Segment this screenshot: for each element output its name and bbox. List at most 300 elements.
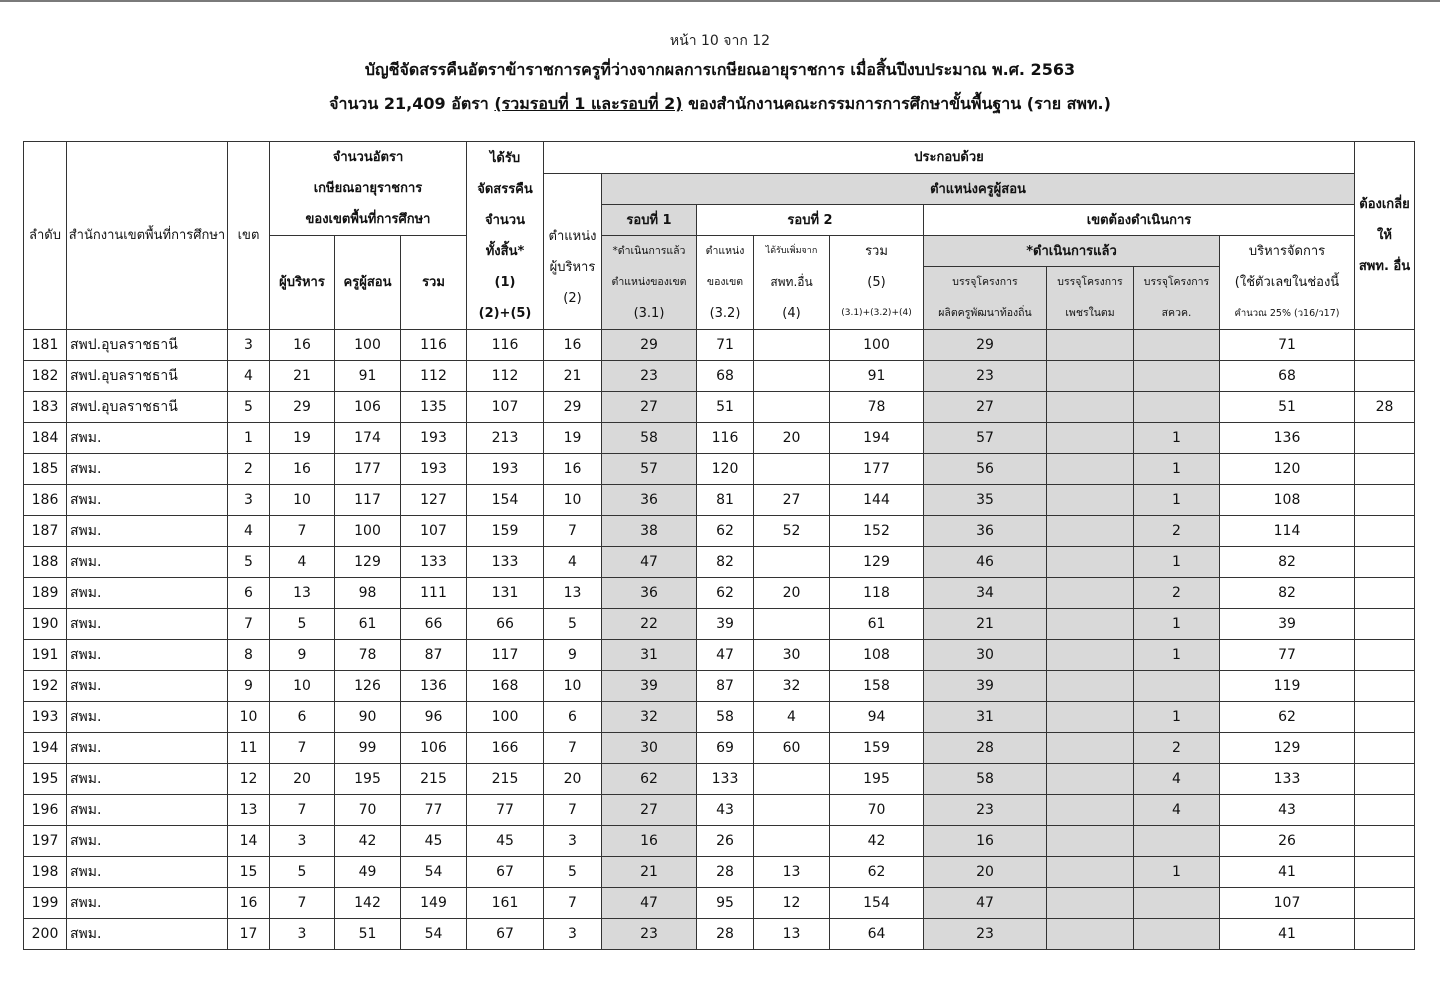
cell-r2-extra xyxy=(754,795,830,826)
cell-admin: 16 xyxy=(270,454,335,485)
cell-r1: 58 xyxy=(602,423,697,454)
table-row xyxy=(24,516,1415,547)
cell-r2-extra: 13 xyxy=(754,857,830,888)
col-project-skwk: บรรจุโครงการ สควค. xyxy=(1134,267,1220,330)
col-office: สำนักงานเขตพื้นที่การศึกษา xyxy=(67,142,228,330)
cell-teacher: 106 xyxy=(335,392,401,423)
cell-admin: 21 xyxy=(270,361,335,392)
cell-admin: 7 xyxy=(270,516,335,547)
cell-pos-admin: 6 xyxy=(544,702,602,733)
cell-pos-admin: 20 xyxy=(544,764,602,795)
cell-pos-admin: 7 xyxy=(544,888,602,919)
cell-zone: 3 xyxy=(228,485,270,516)
page-number: หน้า 10 จาก 12 xyxy=(669,33,771,49)
cell-proj1: 34 xyxy=(924,578,1047,609)
cell-admin: 7 xyxy=(270,795,335,826)
cell-r2-extra: 52 xyxy=(754,516,830,547)
cell-r2-zone: 120 xyxy=(697,454,754,485)
table-row xyxy=(24,919,1415,950)
cell-got: 154 xyxy=(467,485,544,516)
cell-teacher: 177 xyxy=(335,454,401,485)
cell-office: สพม. xyxy=(67,516,228,547)
subtitle-part-b: ของสำนักงานคณะกรรมการการศึกษาขั้นพื้นฐาน (ราย สพท.) xyxy=(682,94,1111,113)
cell-pos-admin: 7 xyxy=(544,795,602,826)
cell-teacher: 49 xyxy=(335,857,401,888)
cell-r2-zone: 51 xyxy=(697,392,754,423)
col-total: รวม (5) (3.1)+(3.2)+(4) xyxy=(830,236,924,330)
cell-teacher: 129 xyxy=(335,547,401,578)
cell-r2-zone: 28 xyxy=(697,919,754,950)
cell-got: 168 xyxy=(467,671,544,702)
cell-no: 195 xyxy=(24,764,67,795)
cell-sum: 149 xyxy=(401,888,467,919)
cell-r2-zone: 62 xyxy=(697,578,754,609)
cell-total: 100 xyxy=(830,330,924,361)
cell-zone: 13 xyxy=(228,795,270,826)
cell-manage: 68 xyxy=(1220,361,1355,392)
cell-sum: 66 xyxy=(401,609,467,640)
cell-sum: 133 xyxy=(401,547,467,578)
cell-admin: 10 xyxy=(270,485,335,516)
cell-office: สพม. xyxy=(67,795,228,826)
cell-proj3: 4 xyxy=(1134,795,1220,826)
cell-office: สพม. xyxy=(67,671,228,702)
cell-r2-zone: 95 xyxy=(697,888,754,919)
cell-transfer xyxy=(1355,423,1415,454)
cell-zone: 8 xyxy=(228,640,270,671)
cell-r2-zone: 26 xyxy=(697,826,754,857)
col-zone: เขต xyxy=(228,142,270,330)
subtitle-underlined: (รวมรอบที่ 1 และรอบที่ 2) xyxy=(494,94,683,113)
cell-sum: 87 xyxy=(401,640,467,671)
cell-r1: 29 xyxy=(602,330,697,361)
cell-total: 91 xyxy=(830,361,924,392)
cell-admin: 29 xyxy=(270,392,335,423)
cell-r1: 36 xyxy=(602,485,697,516)
cell-sum: 45 xyxy=(401,826,467,857)
cell-admin: 3 xyxy=(270,919,335,950)
col-round1: รอบที่ 1 xyxy=(602,205,697,236)
table-row xyxy=(24,361,1415,392)
cell-proj1: 36 xyxy=(924,516,1047,547)
cell-no: 190 xyxy=(24,609,67,640)
cell-total: 61 xyxy=(830,609,924,640)
cell-transfer xyxy=(1355,919,1415,950)
cell-office: สพม. xyxy=(67,826,228,857)
cell-got: 166 xyxy=(467,733,544,764)
cell-got: 77 xyxy=(467,795,544,826)
cell-teacher: 70 xyxy=(335,795,401,826)
cell-proj1: 20 xyxy=(924,857,1047,888)
cell-proj1: 30 xyxy=(924,640,1047,671)
cell-zone: 16 xyxy=(228,888,270,919)
cell-proj2 xyxy=(1047,919,1134,950)
col-allocated-total: ได้รับ จัดสรรคืน จำนวน ทั้งสิ้น* (1) (2)+(5) xyxy=(467,142,544,330)
cell-pos-admin: 10 xyxy=(544,485,602,516)
cell-manage: 136 xyxy=(1220,423,1355,454)
cell-transfer xyxy=(1355,733,1415,764)
cell-total: 154 xyxy=(830,888,924,919)
cell-transfer xyxy=(1355,826,1415,857)
cell-manage: 108 xyxy=(1220,485,1355,516)
cell-proj3: 1 xyxy=(1134,609,1220,640)
cell-manage: 62 xyxy=(1220,702,1355,733)
cell-proj3: 2 xyxy=(1134,733,1220,764)
cell-admin: 13 xyxy=(270,578,335,609)
cell-admin: 6 xyxy=(270,702,335,733)
cell-sum: 193 xyxy=(401,454,467,485)
cell-r2-zone: 28 xyxy=(697,857,754,888)
cell-zone: 7 xyxy=(228,609,270,640)
cell-pos-admin: 16 xyxy=(544,330,602,361)
cell-sum: 135 xyxy=(401,392,467,423)
cell-zone: 3 xyxy=(228,330,270,361)
cell-office: สพม. xyxy=(67,764,228,795)
document-header xyxy=(0,30,1440,117)
cell-manage: 129 xyxy=(1220,733,1355,764)
cell-no: 198 xyxy=(24,857,67,888)
cell-transfer xyxy=(1355,702,1415,733)
table-row xyxy=(24,640,1415,671)
col-round2-zone: ตำแหน่ง ของเขต (3.2) xyxy=(697,236,754,330)
cell-sum: 111 xyxy=(401,578,467,609)
cell-proj2 xyxy=(1047,702,1134,733)
table-row xyxy=(24,392,1415,423)
cell-pos-admin: 21 xyxy=(544,361,602,392)
cell-total: 94 xyxy=(830,702,924,733)
cell-admin: 5 xyxy=(270,857,335,888)
cell-pos-admin: 13 xyxy=(544,578,602,609)
cell-no: 183 xyxy=(24,392,67,423)
cell-r2-extra xyxy=(754,547,830,578)
cell-teacher: 174 xyxy=(335,423,401,454)
cell-proj1: 27 xyxy=(924,392,1047,423)
cell-total: 62 xyxy=(830,857,924,888)
cell-proj3: 2 xyxy=(1134,578,1220,609)
cell-proj1: 16 xyxy=(924,826,1047,857)
cell-transfer xyxy=(1355,857,1415,888)
cell-teacher: 195 xyxy=(335,764,401,795)
cell-admin: 5 xyxy=(270,609,335,640)
cell-r2-zone: 58 xyxy=(697,702,754,733)
col-project-local: บรรจุโครงการ ผลิตครูพัฒนาท้องถิ่น xyxy=(924,267,1047,330)
cell-r2-zone: 82 xyxy=(697,547,754,578)
cell-sum: 215 xyxy=(401,764,467,795)
cell-got: 213 xyxy=(467,423,544,454)
table-row xyxy=(24,330,1415,361)
cell-no: 194 xyxy=(24,733,67,764)
top-rule xyxy=(0,0,1440,2)
cell-transfer xyxy=(1355,516,1415,547)
table-header xyxy=(24,142,1415,330)
cell-no: 192 xyxy=(24,671,67,702)
cell-proj2 xyxy=(1047,640,1134,671)
cell-r2-extra xyxy=(754,764,830,795)
cell-r2-extra xyxy=(754,454,830,485)
cell-proj1: 28 xyxy=(924,733,1047,764)
cell-got: 159 xyxy=(467,516,544,547)
cell-zone: 14 xyxy=(228,826,270,857)
document-subtitle xyxy=(0,92,1440,117)
cell-teacher: 90 xyxy=(335,702,401,733)
cell-zone: 4 xyxy=(228,361,270,392)
cell-transfer xyxy=(1355,764,1415,795)
cell-got: 67 xyxy=(467,919,544,950)
cell-transfer xyxy=(1355,795,1415,826)
cell-transfer xyxy=(1355,361,1415,392)
cell-office: สพม. xyxy=(67,454,228,485)
cell-office: สพม. xyxy=(67,547,228,578)
col-teacher: ครูผู้สอน xyxy=(335,236,401,330)
cell-r2-extra: 12 xyxy=(754,888,830,919)
col-admin-position: ตำแหน่ง ผู้บริหาร (2) xyxy=(544,174,602,330)
cell-r2-zone: 69 xyxy=(697,733,754,764)
col-round1-done: *ดำเนินการแล้ว ตำแหน่งของเขต (3.1) xyxy=(602,236,697,330)
cell-no: 196 xyxy=(24,795,67,826)
cell-r2-extra: 60 xyxy=(754,733,830,764)
col-teacher-positions: ตำแหน่งครูผู้สอน xyxy=(602,174,1355,205)
cell-total: 118 xyxy=(830,578,924,609)
col-admin: ผู้บริหาร xyxy=(270,236,335,330)
table-row xyxy=(24,609,1415,640)
col-round2-extra: ได้รับเพิ่มจาก สพท.อื่น (4) xyxy=(754,236,830,330)
cell-got: 193 xyxy=(467,454,544,485)
cell-proj2 xyxy=(1047,857,1134,888)
cell-proj1: 23 xyxy=(924,361,1047,392)
cell-total: 42 xyxy=(830,826,924,857)
table-row xyxy=(24,578,1415,609)
cell-r2-extra xyxy=(754,392,830,423)
cell-office: สพม. xyxy=(67,888,228,919)
cell-admin: 19 xyxy=(270,423,335,454)
cell-got: 117 xyxy=(467,640,544,671)
cell-proj3 xyxy=(1134,888,1220,919)
cell-r2-zone: 81 xyxy=(697,485,754,516)
cell-proj3 xyxy=(1134,671,1220,702)
cell-zone: 17 xyxy=(228,919,270,950)
cell-manage: 82 xyxy=(1220,547,1355,578)
table-row xyxy=(24,671,1415,702)
cell-total: 195 xyxy=(830,764,924,795)
cell-admin: 16 xyxy=(270,330,335,361)
cell-proj2 xyxy=(1047,361,1134,392)
cell-got: 215 xyxy=(467,764,544,795)
cell-zone: 5 xyxy=(228,392,270,423)
cell-admin: 4 xyxy=(270,547,335,578)
cell-teacher: 117 xyxy=(335,485,401,516)
cell-pos-admin: 9 xyxy=(544,640,602,671)
cell-proj2 xyxy=(1047,330,1134,361)
cell-office: สพป.อุบลราชธานี xyxy=(67,330,228,361)
cell-r2-zone: 71 xyxy=(697,330,754,361)
cell-transfer xyxy=(1355,640,1415,671)
cell-r2-extra xyxy=(754,330,830,361)
col-consists-of: ประกอบด้วย xyxy=(544,142,1355,174)
cell-teacher: 126 xyxy=(335,671,401,702)
cell-no: 184 xyxy=(24,423,67,454)
cell-teacher: 100 xyxy=(335,516,401,547)
cell-total: 177 xyxy=(830,454,924,485)
cell-transfer xyxy=(1355,671,1415,702)
cell-r1: 22 xyxy=(602,609,697,640)
cell-pos-admin: 29 xyxy=(544,392,602,423)
cell-zone: 1 xyxy=(228,423,270,454)
cell-transfer xyxy=(1355,547,1415,578)
cell-transfer xyxy=(1355,454,1415,485)
cell-office: สพม. xyxy=(67,919,228,950)
cell-manage: 119 xyxy=(1220,671,1355,702)
cell-got: 100 xyxy=(467,702,544,733)
cell-r1: 38 xyxy=(602,516,697,547)
cell-pos-admin: 7 xyxy=(544,733,602,764)
cell-office: สพม. xyxy=(67,423,228,454)
cell-proj2 xyxy=(1047,423,1134,454)
cell-sum: 127 xyxy=(401,485,467,516)
cell-got: 161 xyxy=(467,888,544,919)
cell-r2-extra: 27 xyxy=(754,485,830,516)
cell-r1: 23 xyxy=(602,361,697,392)
cell-total: 158 xyxy=(830,671,924,702)
cell-no: 181 xyxy=(24,330,67,361)
cell-proj2 xyxy=(1047,547,1134,578)
cell-proj1: 56 xyxy=(924,454,1047,485)
cell-teacher: 91 xyxy=(335,361,401,392)
cell-r2-extra xyxy=(754,361,830,392)
cell-teacher: 98 xyxy=(335,578,401,609)
cell-no: 191 xyxy=(24,640,67,671)
cell-manage: 39 xyxy=(1220,609,1355,640)
cell-no: 182 xyxy=(24,361,67,392)
cell-total: 64 xyxy=(830,919,924,950)
cell-teacher: 78 xyxy=(335,640,401,671)
cell-manage: 133 xyxy=(1220,764,1355,795)
table-row xyxy=(24,795,1415,826)
cell-proj1: 46 xyxy=(924,547,1047,578)
cell-no: 188 xyxy=(24,547,67,578)
cell-zone: 9 xyxy=(228,671,270,702)
cell-total: 194 xyxy=(830,423,924,454)
cell-sum: 116 xyxy=(401,330,467,361)
cell-proj3: 1 xyxy=(1134,423,1220,454)
cell-r2-zone: 133 xyxy=(697,764,754,795)
cell-transfer xyxy=(1355,330,1415,361)
cell-proj3: 1 xyxy=(1134,640,1220,671)
cell-proj3 xyxy=(1134,330,1220,361)
cell-r2-zone: 116 xyxy=(697,423,754,454)
cell-no: 199 xyxy=(24,888,67,919)
cell-r2-extra: 20 xyxy=(754,423,830,454)
cell-zone: 4 xyxy=(228,516,270,547)
cell-proj1: 57 xyxy=(924,423,1047,454)
cell-no: 185 xyxy=(24,454,67,485)
col-order: ลำดับ xyxy=(24,142,67,330)
cell-admin: 10 xyxy=(270,671,335,702)
cell-admin: 20 xyxy=(270,764,335,795)
col-round2: รอบที่ 2 xyxy=(697,205,924,236)
cell-r2-zone: 68 xyxy=(697,361,754,392)
cell-transfer xyxy=(1355,888,1415,919)
cell-total: 152 xyxy=(830,516,924,547)
cell-manage: 41 xyxy=(1220,919,1355,950)
col-transfer: ต้องเกลี่ย ให้ สพท. อื่น xyxy=(1355,142,1415,330)
cell-r2-zone: 47 xyxy=(697,640,754,671)
cell-total: 129 xyxy=(830,547,924,578)
cell-teacher: 100 xyxy=(335,330,401,361)
cell-transfer xyxy=(1355,578,1415,609)
cell-r2-extra: 13 xyxy=(754,919,830,950)
subtitle-part-a: จำนวน 21,409 อัตรา xyxy=(329,94,495,113)
cell-no: 189 xyxy=(24,578,67,609)
cell-pos-admin: 3 xyxy=(544,826,602,857)
cell-pos-admin: 5 xyxy=(544,609,602,640)
cell-manage: 77 xyxy=(1220,640,1355,671)
cell-r1: 27 xyxy=(602,795,697,826)
cell-no: 187 xyxy=(24,516,67,547)
cell-total: 108 xyxy=(830,640,924,671)
cell-r1: 30 xyxy=(602,733,697,764)
cell-r2-zone: 39 xyxy=(697,609,754,640)
cell-proj3: 1 xyxy=(1134,547,1220,578)
cell-r2-extra: 32 xyxy=(754,671,830,702)
cell-pos-admin: 5 xyxy=(544,857,602,888)
cell-no: 186 xyxy=(24,485,67,516)
cell-total: 78 xyxy=(830,392,924,423)
cell-manage: 41 xyxy=(1220,857,1355,888)
table-row xyxy=(24,423,1415,454)
cell-manage: 107 xyxy=(1220,888,1355,919)
cell-sum: 107 xyxy=(401,516,467,547)
cell-manage: 82 xyxy=(1220,578,1355,609)
cell-proj3: 1 xyxy=(1134,702,1220,733)
cell-r1: 47 xyxy=(602,888,697,919)
cell-r2-extra: 20 xyxy=(754,578,830,609)
cell-pos-admin: 10 xyxy=(544,671,602,702)
cell-proj2 xyxy=(1047,516,1134,547)
cell-proj2 xyxy=(1047,578,1134,609)
cell-proj3: 2 xyxy=(1134,516,1220,547)
cell-admin: 9 xyxy=(270,640,335,671)
cell-r1: 32 xyxy=(602,702,697,733)
cell-sum: 77 xyxy=(401,795,467,826)
cell-proj2 xyxy=(1047,671,1134,702)
cell-got: 131 xyxy=(467,578,544,609)
cell-proj1: 35 xyxy=(924,485,1047,516)
col-manage: บริหารจัดการ (ใช้ตัวเลขในช่องนี้ คำนวณ 25% (ว16/ว17) xyxy=(1220,236,1355,330)
cell-teacher: 99 xyxy=(335,733,401,764)
cell-r1: 27 xyxy=(602,392,697,423)
cell-proj3: 1 xyxy=(1134,857,1220,888)
cell-proj2 xyxy=(1047,795,1134,826)
cell-manage: 43 xyxy=(1220,795,1355,826)
cell-got: 45 xyxy=(467,826,544,857)
cell-r2-extra: 4 xyxy=(754,702,830,733)
cell-r2-zone: 62 xyxy=(697,516,754,547)
cell-r1: 31 xyxy=(602,640,697,671)
cell-office: สพป.อุบลราชธานี xyxy=(67,392,228,423)
cell-r1: 16 xyxy=(602,826,697,857)
cell-zone: 12 xyxy=(228,764,270,795)
cell-proj1: 21 xyxy=(924,609,1047,640)
cell-office: สพป.อุบลราชธานี xyxy=(67,361,228,392)
cell-proj1: 58 xyxy=(924,764,1047,795)
cell-office: สพม. xyxy=(67,640,228,671)
cell-proj1: 23 xyxy=(924,919,1047,950)
cell-zone: 6 xyxy=(228,578,270,609)
cell-total: 70 xyxy=(830,795,924,826)
cell-transfer xyxy=(1355,609,1415,640)
cell-proj2 xyxy=(1047,609,1134,640)
cell-sum: 54 xyxy=(401,857,467,888)
